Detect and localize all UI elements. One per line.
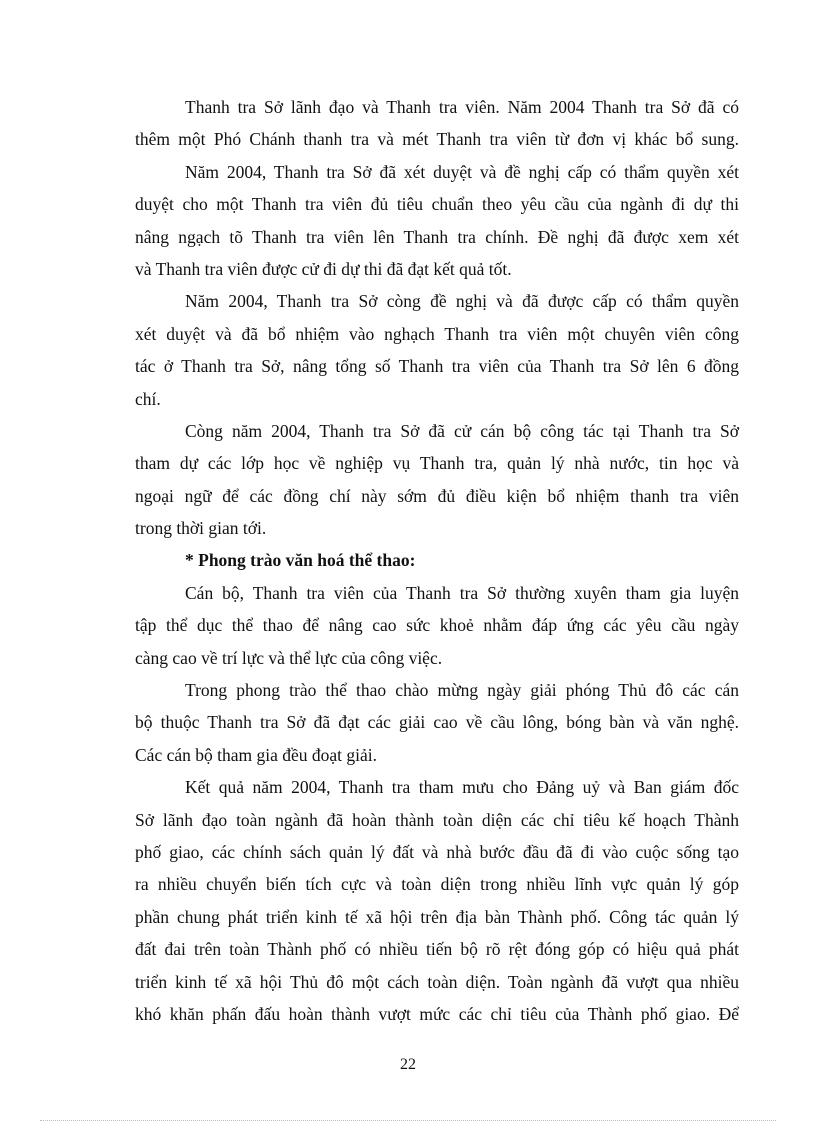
text-line-17: tập thể dục thể thao để nâng cao sức khoẻ nhằm đáp ứng các yêu cầu ngày <box>135 615 739 636</box>
text-line-21: Các cán bộ tham gia đều đoạt giải. <box>135 744 378 765</box>
text-line-16: Cán bộ, Thanh tra viên của Thanh tra Sở thường xuyên tham gia luyện <box>185 582 739 603</box>
text-line-26: phần chung phát triển kinh tế xã hội trên địa bàn Thành phố. Công tác quản lý <box>135 906 739 927</box>
text-line-24: phố giao, các chính sách quản lý đất và nhà bước đầu đã đi vào cuộc sống tạo <box>135 841 739 862</box>
text-line-12: tham dự các lớp học về nghiệp vụ Thanh tra, quản lý nhà nước, tin học và <box>135 453 739 474</box>
text-line-11: Còng năm 2004, Thanh tra Sở đã cử cán bộ công tác tại Thanh tra Sở <box>185 420 739 441</box>
text-line-4: duyệt cho một Thanh tra viên đủ tiêu chuẩn theo yêu cầu của ngành đi dự thi <box>135 194 739 215</box>
text-line-28: triển kinh tế xã hội Thủ đô một cách toàn diện. Toàn ngành đã vượt qua nhiều <box>135 971 739 992</box>
text-line-2: thêm một Phó Chánh thanh tra và mét Thanh tra viên từ đơn vị khác bổ sung. <box>135 129 739 150</box>
text-line-1: Thanh tra Sở lãnh đạo và Thanh tra viên. Năm 2004 Thanh tra Sở đã có <box>185 97 739 117</box>
text-line-8: xét duyệt và đã bổ nhiệm vào nghạch Thanh tra viên một chuyên viên công <box>135 323 739 344</box>
text-line-22: Kết quả năm 2004, Thanh tra tham mưu cho Đảng uỷ và Ban giám đốc <box>185 777 739 798</box>
text-line-6: và Thanh tra viên được cử đi dự thi đã đạt kết quả tốt. <box>135 258 512 279</box>
text-line-25: ra nhiều chuyển biến tích cực và toàn diện trong nhiều lĩnh vực quản lý góp <box>135 874 739 895</box>
text-line-20: bộ thuộc Thanh tra Sở đã đạt các giải cao về cầu lông, bóng bàn và văn nghệ. <box>135 712 739 733</box>
text-line-29: khó khăn phấn đấu hoàn thành vượt mức các chỉ tiêu của Thành phố giao. Để <box>135 1003 739 1024</box>
page-bottom-divider <box>40 1120 776 1121</box>
text-line-5: nâng ngạch tõ Thanh tra viên lên Thanh tra chính. Đề nghị đã được xem xét <box>135 226 739 247</box>
text-line-14: trong thời gian tới. <box>135 518 267 539</box>
text-line-3: Năm 2004, Thanh tra Sở đã xét duyệt và đề nghị cấp có thẩm quyền xét <box>185 161 739 182</box>
section-heading: * Phong trào văn hoá thể thao: <box>185 550 416 571</box>
text-line-7: Năm 2004, Thanh tra Sở còng đề nghị và đã được cấp có thẩm quyền <box>185 291 739 312</box>
text-line-19: Trong phong trào thể thao chào mừng ngày giải phóng Thủ đô các cán <box>185 680 739 701</box>
text-line-18: càng cao về trí lực và thể lực của công việc. <box>135 647 443 668</box>
text-line-9: tác ở Thanh tra Sở, nâng tổng số Thanh tra viên của Thanh tra Sở lên 6 đồng <box>135 356 739 377</box>
text-line-10: chí. <box>135 388 161 409</box>
text-line-27: đất đai trên toàn Thành phố có nhiều tiến bộ rõ rệt đóng góp có hiệu quả phát <box>135 939 739 960</box>
page-number: 22 <box>400 1056 416 1073</box>
text-line-23: Sở lãnh đạo toàn ngành đã hoàn thành toàn diện các chỉ tiêu kế hoạch Thành <box>135 809 739 830</box>
document-body <box>135 91 739 1030</box>
text-line-13: ngoại ngữ để các đồng chí này sớm đủ điều kiện bổ nhiệm thanh tra viên <box>135 485 739 506</box>
